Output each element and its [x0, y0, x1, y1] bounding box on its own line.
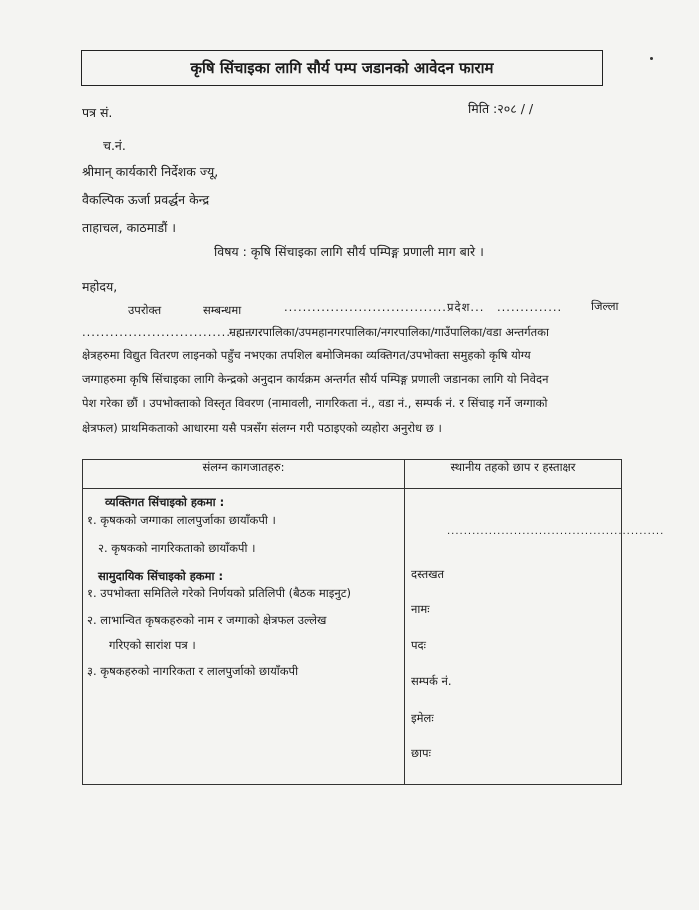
- province-blank: ...................................प्रदेश...: [284, 300, 485, 314]
- date-field: मिति :२०८ / /: [468, 101, 534, 116]
- letter-number-label: पत्र सं.: [82, 105, 113, 120]
- salutation: महोदय,: [82, 279, 118, 294]
- post-label: पदः: [411, 638, 426, 652]
- dispatch-number-label: च.नं.: [103, 138, 126, 153]
- body-line-4: जग्गाहरुमा कृषि सिंचाइका लागि केन्द्रको अनुदान कार्यक्रम अन्तर्गत सौर्य पम्पिङ्ग प्रणाली जडानका लागि यो निवेदन: [82, 372, 549, 386]
- body-word-uparokta: उपरोक्त: [128, 303, 162, 317]
- signature-label: दस्तखत: [411, 567, 445, 581]
- body-word-jilla: जिल्ला: [591, 299, 619, 313]
- scan-speck: [650, 57, 653, 60]
- local-stamp-header: स्थानीय तहको छाप र हस्ताक्षर: [405, 460, 622, 489]
- body-line-6: क्षेत्रफल) प्राथमिकताको आधारमा यसै पत्रसँग संलग्न गरी पठाइएको व्यहोरा अनुरोध छ ।: [82, 421, 442, 435]
- community-item-2-cont: गरिएको सारांश पत्र ।: [109, 638, 196, 652]
- district-blank: ..............: [497, 300, 563, 314]
- stamp-label: छापः: [411, 746, 431, 760]
- body-line-2: महानगरपालिका/उपमहानगरपालिका/नगरपालिका/गाउँपालिका/वडा अन्तर्गतका: [229, 325, 549, 339]
- community-heading: सामुदायिक सिंचाइको हकमा :: [98, 569, 224, 583]
- addressee-line-1: श्रीमान् कार्यकारी निर्देशक ज्यू,: [82, 164, 219, 179]
- attachments-header: संलग्न कागजातहरु:: [83, 460, 405, 489]
- community-item-2: २. लाभान्वित कृषकहरुको नाम र जग्गाको क्षेत्रफल उल्लेख: [87, 613, 327, 627]
- email-label: इमेलः: [411, 711, 434, 725]
- addressee-line-3: ताहाचल, काठमाडौं ।: [82, 220, 177, 235]
- community-item-1: १. उपभोक्ता समितिले गरेको निर्णयको प्रतिलिपी (बैठक माइनुट): [87, 586, 352, 600]
- attachments-cell: [83, 489, 405, 785]
- subject-line: विषय : कृषि सिंचाइका लागि सौर्य पम्पिङ्ग प्रणाली माग बारे ।: [214, 244, 484, 259]
- form-title: कृषि सिंचाइका लागि सौर्य पम्प जडानको आवेदन फाराम: [81, 50, 603, 86]
- individual-item-2: २. कृषकको नागरिकताको छायाँकपी ।: [98, 541, 256, 555]
- contact-label: सम्पर्क नं.: [411, 674, 452, 688]
- individual-heading: व्यक्तिगत सिंचाइको हकमा :: [105, 495, 225, 509]
- addressee-line-2: वैकल्पिक ऊर्जा प्रवर्द्धन केन्द्र: [82, 192, 210, 207]
- attachments-table: [82, 459, 665, 785]
- signature-line: ....................................................: [447, 526, 665, 537]
- name-label: नामः: [411, 602, 430, 616]
- individual-item-1: १. कृषकको जग्गाका लालपुर्जाका छायाँकपी ।: [87, 513, 276, 527]
- stamp-signature-cell: [405, 489, 665, 785]
- body-line-3: क्षेत्रहरुमा विद्युत वितरण लाइनको पहुँच नभएका तपशिल बमोजिमका व्यक्तिगत/उपभोक्ता समुहको कृषि योग्य: [82, 348, 531, 362]
- community-item-3: ३. कृषकहरुको नागरिकता र लालपुर्जाको छायाँकपी: [87, 664, 299, 678]
- body-line-5: पेश गरेका छौं । उपभोक्ताको विस्तृत विवरण (नामावली, नागरिकता नं., वडा नं., सम्पर्क नं. र सिंचाइ गर्ने जग्गाको: [82, 396, 548, 410]
- body-word-sambandhama: सम्बन्धमा: [203, 303, 242, 317]
- municipality-blank: .......................................: [82, 325, 264, 339]
